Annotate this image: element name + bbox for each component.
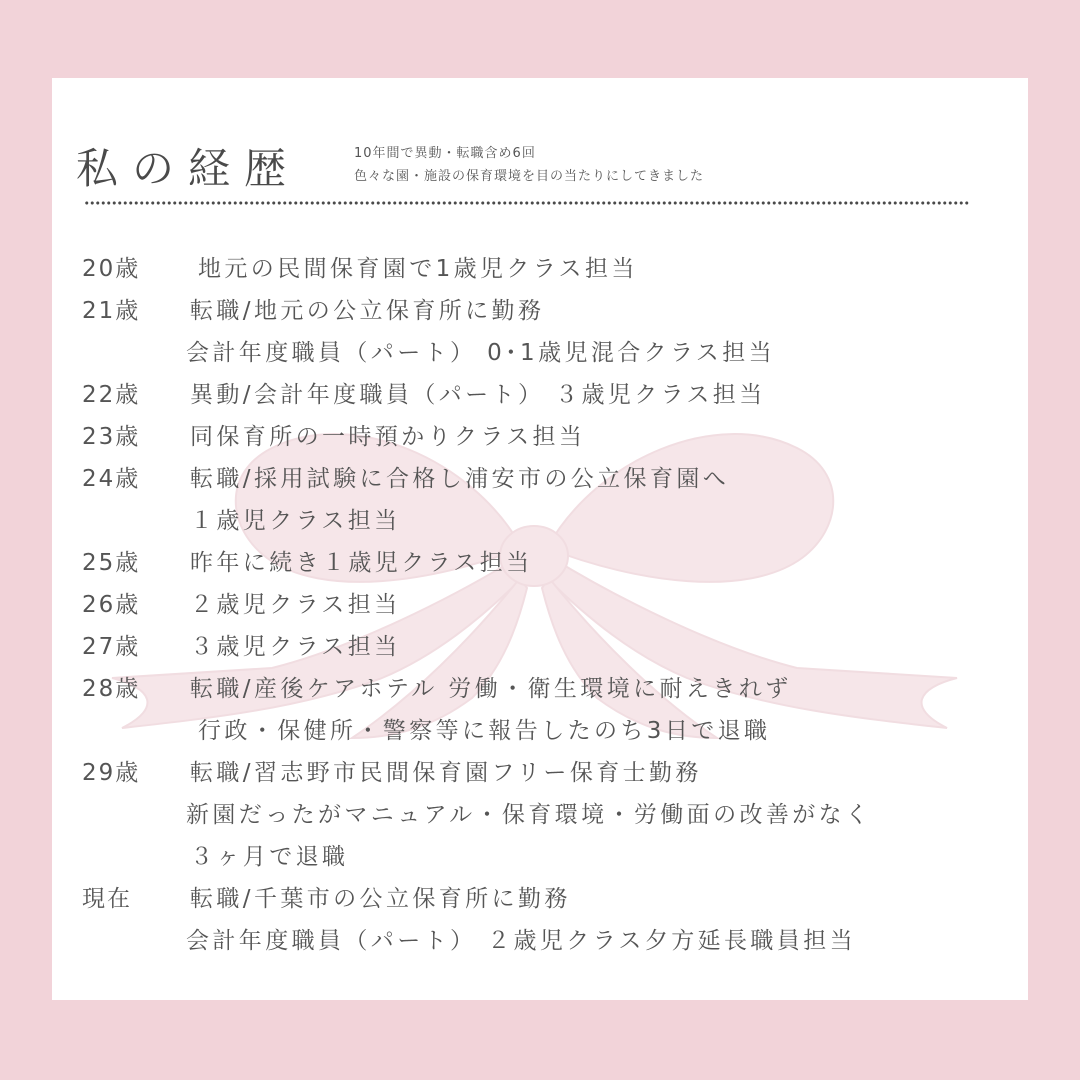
career-age: 現在: [82, 886, 132, 912]
subtitle-line: 10年間で異動・転職含め6回: [354, 146, 536, 161]
career-age: 24歳: [82, 466, 141, 492]
career-entry: [82, 542, 1012, 584]
career-line: 行政・保健所・警察等に報告したのち3日で退職: [198, 718, 771, 744]
career-line: １歳児クラス担当: [190, 508, 401, 534]
career-age: 21歳: [82, 298, 141, 324]
career-age: 27歳: [82, 634, 141, 660]
career-line: ２歳児クラス担当: [190, 592, 401, 618]
career-line: 地元の民間保育園で1歳児クラス担当: [198, 256, 638, 282]
career-line: 転職/習志野市民間保育園フリー保育士勤務: [190, 760, 702, 786]
career-line: ３ヶ月で退職: [190, 844, 349, 870]
career-line: 新園だったがマニュアル・保育環境・労働面の改善がなく: [186, 802, 872, 828]
career-detail: [190, 626, 401, 668]
career-line: 会計年度職員（パート） 0･1歳児混合クラス担当: [186, 340, 775, 366]
career-entry: [82, 668, 1012, 752]
career-line: 転職/千葉市の公立保育所に勤務: [190, 886, 571, 912]
page-title: 私の経歴: [76, 144, 301, 193]
career-line: 転職/産後ケアホテル 労働・衛生環境に耐えきれず: [190, 676, 792, 702]
career-detail: [186, 878, 857, 962]
career-line: 同保育所の一時預かりクラス担当: [190, 424, 586, 450]
career-age: 22歳: [82, 382, 141, 408]
career-age: 23歳: [82, 424, 141, 450]
career-detail: [190, 668, 792, 752]
career-card: [52, 78, 1028, 1000]
career-entry: [82, 752, 1012, 878]
career-line: 異動/会計年度職員（パート） ３歳児クラス担当: [190, 382, 766, 408]
career-line: 会計年度職員（パート） ２歳児クラス夕方延長職員担当: [186, 928, 857, 954]
career-age: 28歳: [82, 676, 141, 702]
career-age: 29歳: [82, 760, 141, 786]
career-list: [82, 248, 1012, 962]
subtitle: [354, 142, 704, 188]
career-entry: [82, 584, 1012, 626]
career-line: 昨年に続き１歳児クラス担当: [190, 550, 533, 576]
career-entry: [82, 878, 1012, 962]
career-line: 転職/採用試験に合格し浦安市の公立保育園へ: [190, 466, 730, 492]
career-line: 転職/地元の公立保育所に勤務: [190, 298, 545, 324]
career-entry: [82, 458, 1012, 542]
career-entry: [82, 290, 1012, 374]
career-entry: [82, 248, 1012, 290]
career-detail: [186, 752, 872, 878]
subtitle-line: 色々な園・施設の保育環境を目の当たりにしてきました: [354, 169, 705, 184]
career-entry: [82, 626, 1012, 668]
career-detail: [190, 248, 638, 290]
career-detail: [190, 416, 585, 458]
dotted-divider: [84, 200, 970, 206]
career-detail: [186, 290, 775, 374]
career-detail: [190, 458, 729, 542]
career-detail: [190, 542, 533, 584]
career-age: 25歳: [82, 550, 141, 576]
career-line: ３歳児クラス担当: [190, 634, 401, 660]
career-age: 20歳: [82, 256, 141, 282]
career-entry: [82, 374, 1012, 416]
career-detail: [190, 584, 401, 626]
career-entry: [82, 416, 1012, 458]
career-age: 26歳: [82, 592, 141, 618]
career-detail: [190, 374, 766, 416]
